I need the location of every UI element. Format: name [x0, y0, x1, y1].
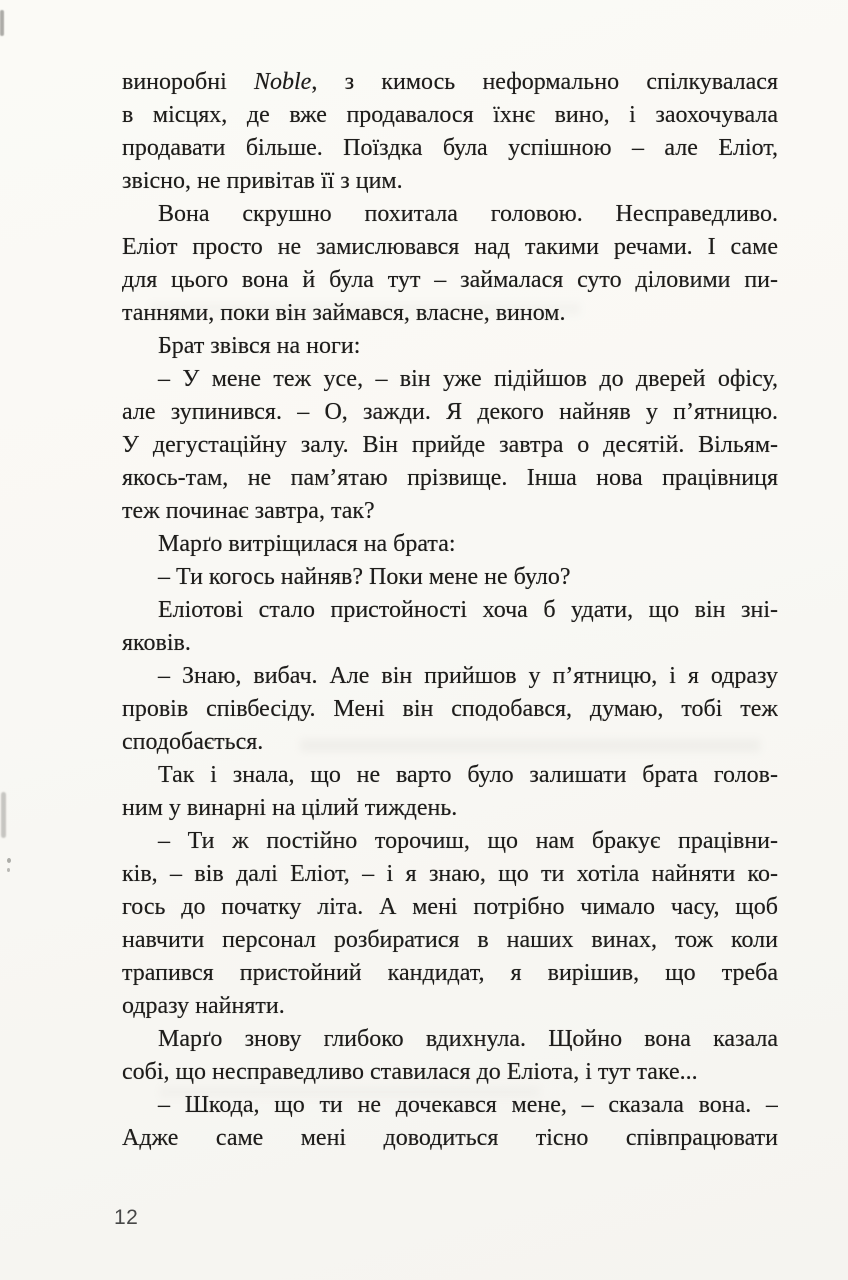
- page-text: [122, 66, 778, 1155]
- scan-artifact: [1, 792, 6, 838]
- text-line: ків, – вів далі Еліот, – і я знаю, що ти хотіла найняти ко-: [122, 861, 778, 887]
- text-line: яковів.: [122, 630, 191, 656]
- text-line: але зупинився. – О, зажди. Я декого найняв у п’ятницю.: [122, 399, 778, 425]
- text-segment: виноробні: [122, 69, 254, 95]
- text-line: звісно, не привітав її з цим.: [122, 168, 403, 194]
- text-line: продавати більше. Поїздка була успішною – але Еліот,: [122, 135, 778, 161]
- text-line: провів співбесіду. Мені він сподобався, думаю, тобі теж: [122, 696, 778, 722]
- scan-artifact: [7, 868, 10, 872]
- text-line: якось-там, не пам’ятаю прізвище. Інша нова працівниця: [122, 465, 778, 491]
- text-line: Вона скрушно похитала головою. Несправедливо.: [158, 201, 778, 227]
- text-line: Так і знала, що не варто було залишати брата голов-: [158, 762, 778, 788]
- text-line: Еліот просто не замислювався над такими речами. І саме: [122, 234, 778, 260]
- text-line: [122, 66, 778, 99]
- text-line: в місцях, де вже продавалося їхнє вино, і заохочувала: [122, 102, 778, 128]
- text-line: Адже саме мені доводиться тісно співпрацювати: [122, 1125, 778, 1151]
- text-line: Марґо знову глибоко вдихнула. Щойно вона казала: [158, 1026, 778, 1052]
- text-line: Еліотові стало пристойності хоча б удати, що він зні-: [158, 597, 778, 623]
- text-line: – У мене теж усе, – він уже підійшов до дверей офісу,: [158, 366, 778, 392]
- scan-artifact: [7, 858, 11, 863]
- text-line: собі, що несправедливо ставилася до Еліота, і тут таке...: [122, 1059, 698, 1085]
- text-line: – Ти ж постійно торочиш, що нам бракує працівни-: [158, 828, 778, 854]
- scan-artifact: [0, 10, 4, 36]
- text-segment: , з кимось неформально спілкувалася: [311, 69, 778, 95]
- text-line: теж починає завтра, так?: [122, 498, 375, 524]
- text-line: гось до початку літа. А мені потрібно чимало часу, щоб: [122, 894, 778, 920]
- italic-text: Noble: [254, 69, 312, 95]
- text-line: Марґо витріщилася на брата:: [158, 531, 456, 557]
- text-line: ним у винарні на цілий тиждень.: [122, 795, 458, 821]
- text-line: – Шкода, що ти не дочекався мене, – сказала вона. –: [158, 1092, 778, 1118]
- text-line: – Знаю, вибач. Але він прийшов у п’ятницю, і я одразу: [158, 663, 778, 689]
- text-line: – Ти когось найняв? Поки мене не було?: [158, 564, 571, 590]
- text-line: У дегустаційну залу. Він прийде завтра о десятій. Вільям-: [122, 432, 778, 458]
- text-line: для цього вона й була тут – займалася суто діловими пи-: [122, 267, 778, 293]
- page-number: 12: [114, 1206, 139, 1229]
- text-line: навчити персонал розбиратися в наших винах, тож коли: [122, 927, 778, 953]
- text-line: Брат звівся на ноги:: [158, 333, 361, 359]
- text-line: трапився пристойний кандидат, я вирішив, що треба: [122, 960, 778, 986]
- text-line: таннями, поки він займався, власне, вином.: [122, 300, 566, 326]
- text-line: сподобається.: [122, 729, 264, 755]
- text-line: одразу найняти.: [122, 993, 285, 1019]
